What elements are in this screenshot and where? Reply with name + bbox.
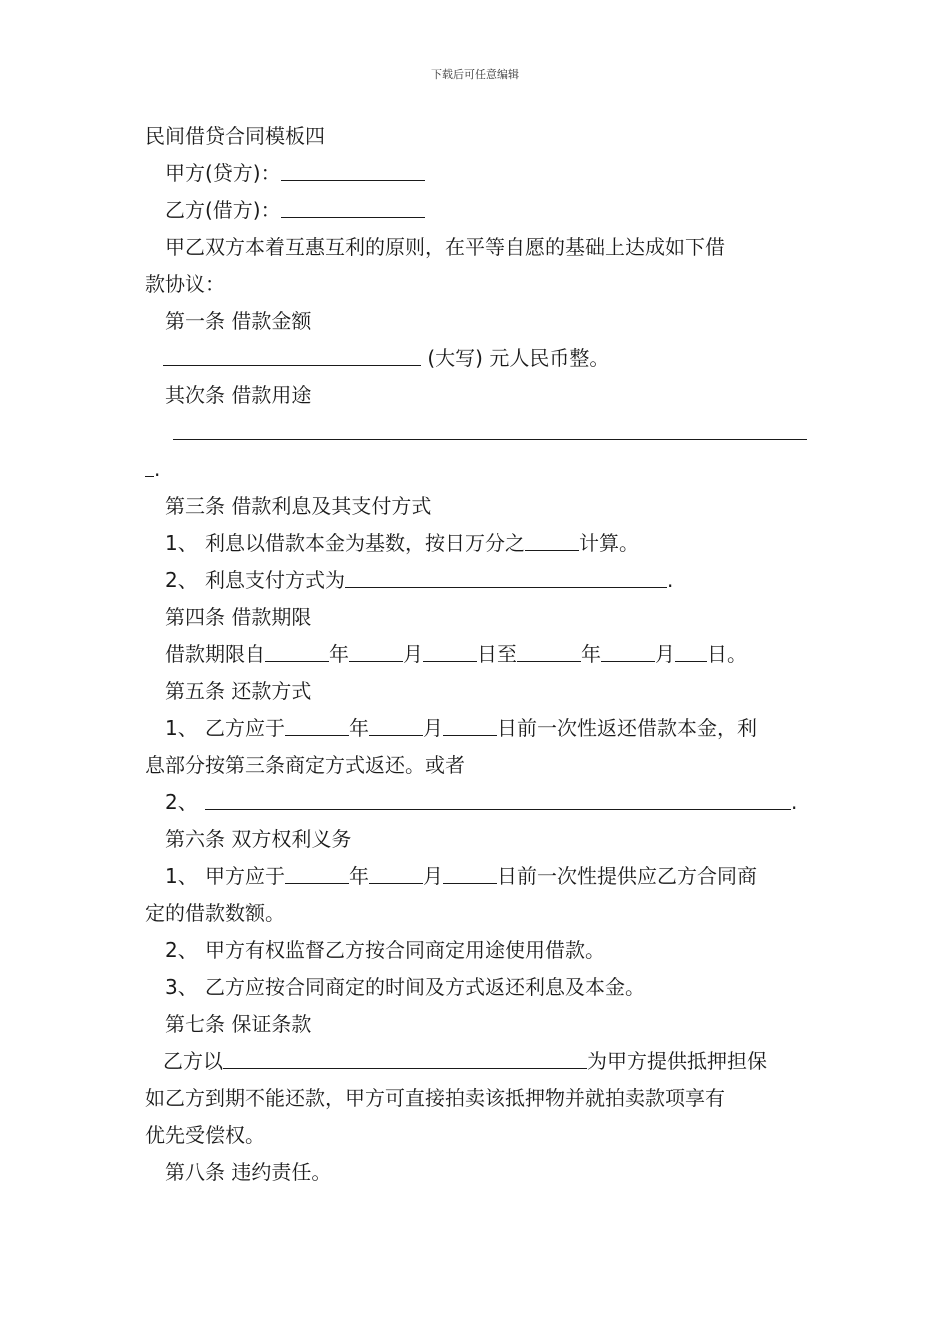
article-2-title: 其次条 借款用途 [165,383,312,407]
loan-amount-blank[interactable] [163,349,421,366]
article-4-term-line [145,636,815,673]
article-7-text-a: 乙方以 [163,1049,223,1073]
article-5-title: 第五条 还款方式 [165,679,312,703]
end-day-blank[interactable] [675,645,707,662]
article-3-item-2-end: . [667,568,674,592]
interest-payment-method-blank[interactable] [345,571,667,588]
article-6-year-label: 年 [349,864,369,888]
article-1-amount-line [145,340,815,377]
article-3-item-2 [145,562,815,599]
repay-day-blank[interactable] [443,719,497,736]
article-3-item-2-num: 2、 [165,568,198,592]
article-1-title: 第一条 借款金额 [165,309,312,333]
repay-year-blank[interactable] [285,719,349,736]
article-4-to-label: 日至 [477,642,517,666]
party-b-blank[interactable] [281,201,425,218]
contract-title: 民间借贷合同模板四 [145,124,325,148]
party-a-label: 甲方(贷方)： [165,161,281,185]
article-4-end: 日。 [707,642,747,666]
collateral-blank[interactable] [223,1052,587,1069]
article-6-item-1-num: 1、 [165,864,198,888]
article-6-item-1-text-a: 甲方应于 [205,864,285,888]
start-day-blank[interactable] [423,645,477,662]
article-4-text-a: 借款期限自 [165,642,265,666]
article-3-item-1 [145,525,815,562]
article-5-item-1-cont: 息部分按第三条商定方式返还。或者 [145,753,465,777]
article-6-item-3-text: 乙方应按合同商定的时间及方式返还利息及本金。 [205,975,645,999]
article-5-item-2 [145,784,815,821]
article-3-item-1-text-a: 利息以借款本金为基数，按日万分之 [205,531,525,555]
article-6-title: 第六条 双方权利义务 [165,827,352,851]
article-5-item-2-num: 2、 [165,790,198,814]
party-b-label: 乙方(借方)： [165,198,281,222]
article-8-title: 第八条 违约责任。 [165,1160,332,1184]
article-7-title: 第七条 保证条款 [165,1012,312,1036]
article-5-item-2-end: . [791,790,798,814]
article-6-item-2-num: 2、 [165,938,198,962]
provide-year-blank[interactable] [285,867,349,884]
article-6-item-1-cont: 定的借款数额。 [145,901,285,925]
article-6-item-3-num: 3、 [165,975,198,999]
page-header-note: 下载后可任意编辑 [431,68,519,81]
article-7-line-3: 优先受偿权。 [145,1123,265,1147]
article-5-item-1 [145,710,815,747]
article-2-purpose-end-line [145,451,815,488]
provide-day-blank[interactable] [443,867,497,884]
article-3-title: 第三条 借款利息及其支付方式 [165,494,432,518]
start-year-blank[interactable] [265,645,329,662]
article-3-item-1-text-b: 计算。 [579,531,639,555]
loan-purpose-blank[interactable] [173,423,807,440]
start-month-blank[interactable] [349,645,403,662]
article-6-item-1-text-b: 日前一次性提供应乙方合同商 [497,864,757,888]
article-5-item-1-text-b: 日前一次性返还借款本金，利 [497,716,757,740]
article-4-month-label: 月 [403,642,423,666]
article-6-item-2 [145,932,815,969]
article-7-line-2: 如乙方到期不能还款，甲方可直接拍卖该抵押物并就拍卖款项享有 [145,1086,725,1110]
article-1-amount-suffix: (大写) 元人民币整。 [427,346,610,370]
article-2-purpose-line [145,414,815,451]
article-3-item-2-text-a: 利息支付方式为 [205,568,345,592]
article-6-item-2-text: 甲方有权监督乙方按合同商定用途使用借款。 [205,938,605,962]
article-2-end: . [154,457,161,481]
article-5-item-1-num: 1、 [165,716,198,740]
end-month-blank[interactable] [601,645,655,662]
end-year-blank[interactable] [517,645,581,662]
party-a-line [145,155,815,192]
provide-month-blank[interactable] [369,867,423,884]
repay-month-blank[interactable] [369,719,423,736]
party-a-blank[interactable] [281,164,425,181]
loan-purpose-blank-cont[interactable] [145,460,154,477]
article-4-year-label: 年 [329,642,349,666]
intro-line-2: 款协议： [145,272,225,296]
article-6-item-3 [145,969,815,1006]
article-5-year-label: 年 [349,716,369,740]
article-5-item-1-text-a: 乙方应于 [205,716,285,740]
alternative-repayment-blank[interactable] [205,793,791,810]
intro-line-1: 甲乙双方本着互惠互利的原则，在平等自愿的基础上达成如下借 [165,235,725,259]
contract-body [145,118,815,1191]
article-6-item-1 [145,858,815,895]
article-4-title: 第四条 借款期限 [165,605,312,629]
article-6-month-label: 月 [423,864,443,888]
article-4-month-label-2: 月 [655,642,675,666]
article-3-item-1-num: 1、 [165,531,198,555]
article-4-year-label-2: 年 [581,642,601,666]
article-7-text-b: 为甲方提供抵押担保 [587,1049,767,1073]
party-b-line [145,192,815,229]
interest-rate-blank[interactable] [525,534,579,551]
article-5-month-label: 月 [423,716,443,740]
article-7-line-1 [145,1043,815,1080]
